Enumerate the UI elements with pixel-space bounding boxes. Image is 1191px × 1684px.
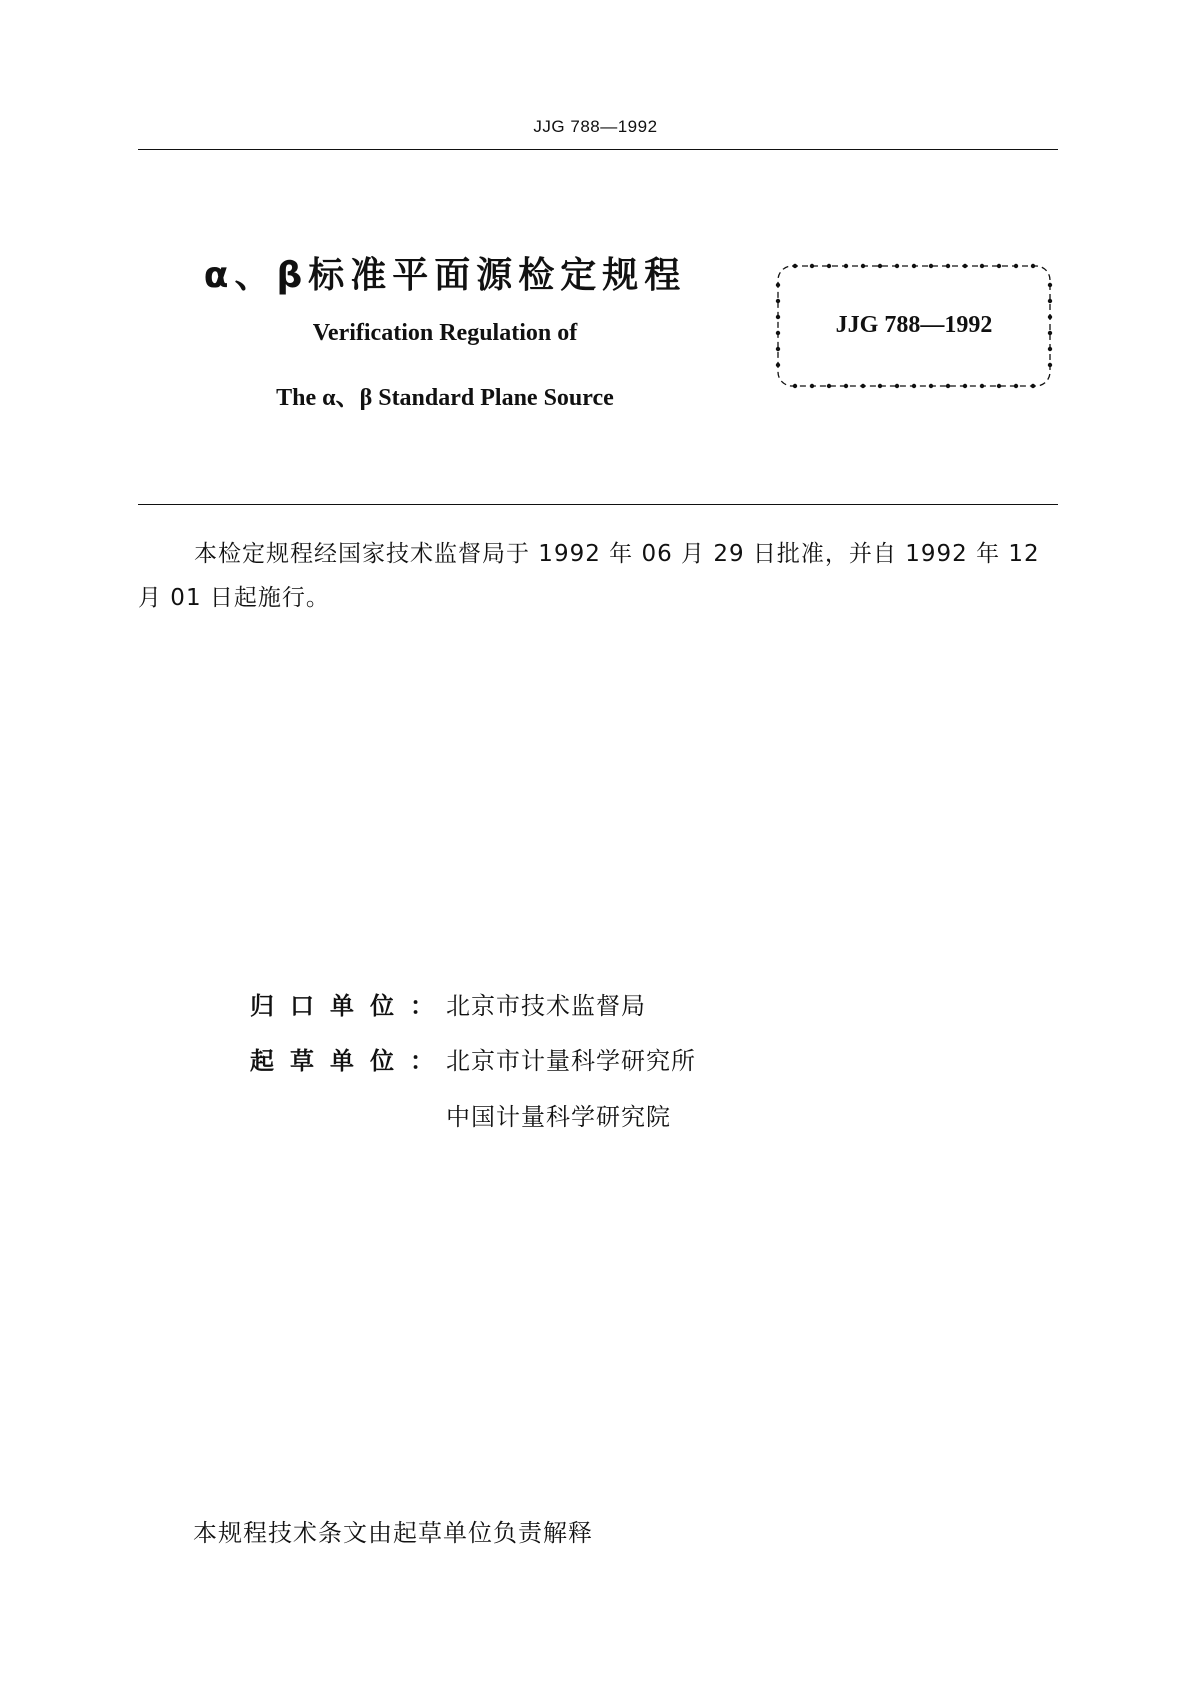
frame-dot <box>895 264 899 268</box>
frame-dot <box>1048 283 1052 287</box>
title-chinese: α、β标准平面源检定规程 <box>203 255 687 296</box>
frame-dot <box>878 384 882 388</box>
frame-dot <box>776 363 780 367</box>
frame-dot <box>878 264 882 268</box>
frame-dot <box>963 264 967 268</box>
frame-dot <box>1031 264 1035 268</box>
drafting-unit-value-2: 中国计量科学研究院 <box>446 1103 671 1131</box>
section-rule <box>138 504 1058 505</box>
frame-dot <box>1014 384 1018 388</box>
frame-dot <box>929 384 933 388</box>
frame-dot <box>912 264 916 268</box>
running-header: JJG 788—1992 <box>533 117 658 136</box>
frame-dot <box>861 384 865 388</box>
frame-dot <box>810 384 814 388</box>
approval-statement: 本检定规程经国家技术监督局于 1992 年 06 月 29 日批准，并自 1992 年 12 月 01 日起施行。 <box>138 541 1040 611</box>
responsible-unit-value: 北京市技术监督局 <box>446 992 646 1020</box>
frame-dot <box>963 384 967 388</box>
frame-dot <box>997 384 1001 388</box>
frame-dot <box>1048 299 1052 303</box>
frame-dot <box>1031 384 1035 388</box>
frame-dot <box>929 264 933 268</box>
header-rule <box>138 149 1058 150</box>
title-english-line1: Verification Regulation of <box>312 320 578 346</box>
frame-dot <box>776 299 780 303</box>
responsible-unit-row <box>250 986 646 1026</box>
frame-dot <box>980 264 984 268</box>
responsible-unit-label: 归口单位： <box>250 992 450 1020</box>
drafting-unit-row <box>250 1041 696 1081</box>
frame-dot <box>844 384 848 388</box>
frame-dot <box>997 264 1001 268</box>
drafting-unit-row-2 <box>446 1097 671 1137</box>
frame-dot <box>980 384 984 388</box>
title-english-line2: The α、β Standard Plane Source <box>276 385 614 411</box>
frame-dot <box>1014 264 1018 268</box>
frame-dot <box>861 264 865 268</box>
frame-dot <box>946 264 950 268</box>
frame-dot <box>810 264 814 268</box>
frame-dot <box>776 283 780 287</box>
interpretation-note: 本规程技术条文由起草单位负责解释 <box>193 1519 593 1547</box>
code-box-text: JJG 788—1992 <box>835 312 993 338</box>
frame-dot <box>946 384 950 388</box>
frame-dot <box>844 264 848 268</box>
frame-dot <box>1048 363 1052 367</box>
frame-dot <box>827 264 831 268</box>
frame-dot <box>827 384 831 388</box>
drafting-unit-label: 起草单位： <box>250 1047 450 1075</box>
frame-dot <box>912 384 916 388</box>
frame-dot <box>793 264 797 268</box>
frame-dot <box>895 384 899 388</box>
drafting-unit-value-1: 北京市计量科学研究所 <box>446 1047 696 1075</box>
frame-dot <box>793 384 797 388</box>
code-box <box>775 263 1053 389</box>
frame-dot <box>1048 347 1052 351</box>
frame-dot <box>776 347 780 351</box>
